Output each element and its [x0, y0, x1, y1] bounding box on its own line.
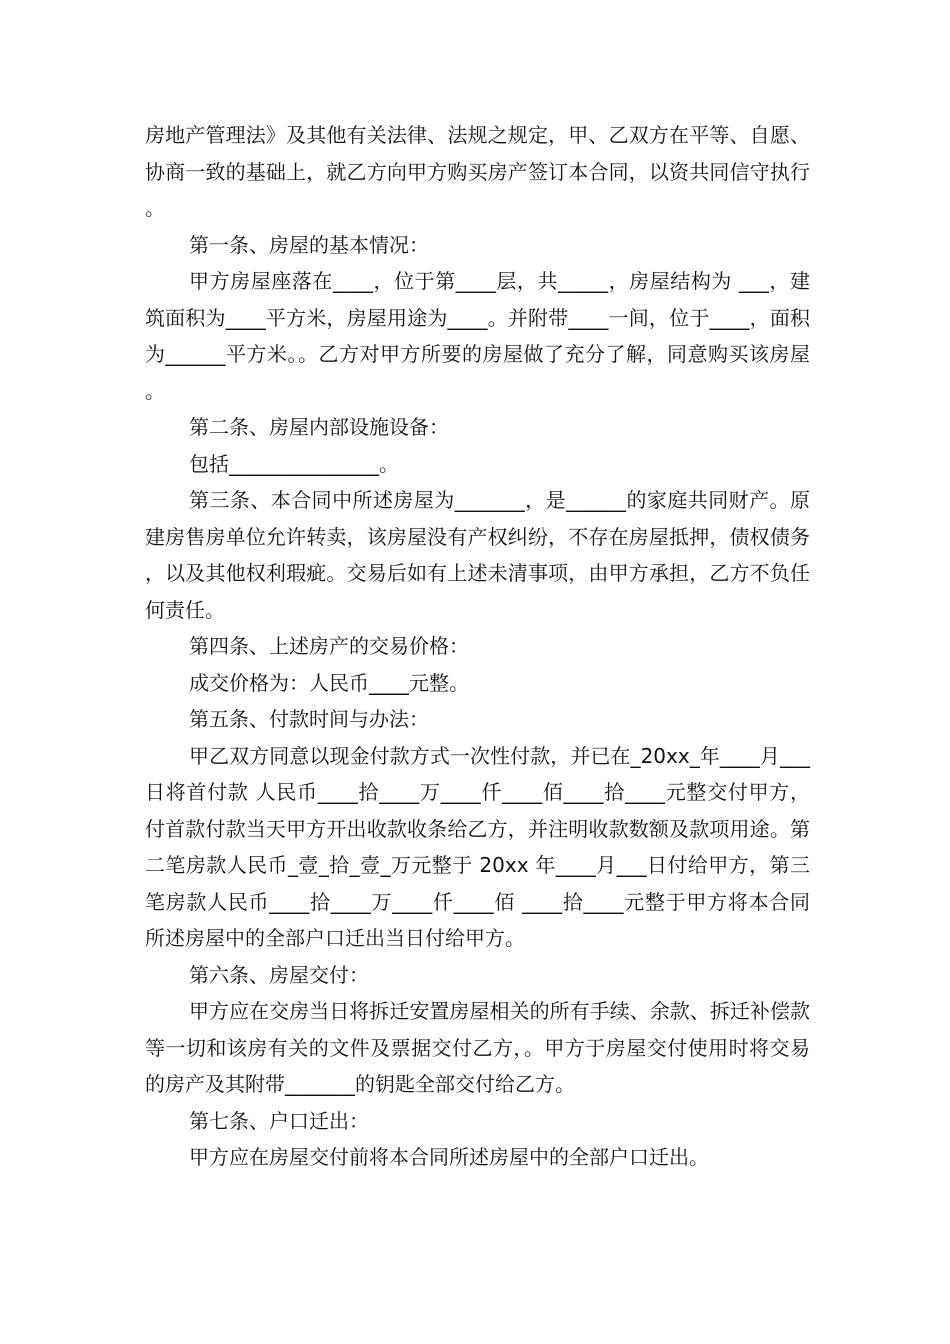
article-2-body: 包括_______________。: [189, 451, 399, 476]
article-5-heading: 第五条、付款时间与办法：: [189, 707, 429, 731]
article-3-body: 第三条、本合同中所述房屋为_______，是______的家庭共同财产。原建房售房单位允许转卖，该房屋没有产权纠纷，不存在房屋抵押，债权债务，以及其他权利瑕疵。交易后如有上述未清事项，由甲方承担，乙方不负任何责任。: [145, 488, 810, 622]
article-2-heading: 第二条、房屋内部设施设备：: [189, 415, 449, 439]
article-7-heading: 第七条、户口迁出：: [189, 1108, 369, 1133]
article-1-heading: 第一条、房屋的基本情况：: [189, 232, 429, 257]
article-7-body: 甲方应在房屋交付前将本合同所述房屋中的全部户口迁出。: [189, 1145, 709, 1169]
article-5-body: 甲乙双方同意以现金付款方式一次性付款，并已在_20xx_年____月___日将首付款 人民币____拾____万____仟____佰____拾____元整交付甲方，付首款付款当天甲方开出收款收条给乙方，并注明收款数额及款项用途。第二笔房款人民币_壹_拾_壹_万元整于 20xx 年____月___日付给甲方，第三笔房款人民币____拾____万____仟____佰 ____拾____元整于甲方将本合同所述房屋中的全部户口迁出当日付给甲方。: [145, 743, 810, 950]
article-6-heading: 第六条、房屋交付：: [189, 962, 369, 987]
article-6-body: 甲方应在交房当日将拆迁安置房屋相关的所有手续、余款、拆迁补偿款等一切和该房有关的文件及票据交付乙方，。甲方于房屋交付使用时将交易的房产及其附带_______的钥匙全部交付给乙方。: [145, 999, 810, 1096]
paragraph-preamble-continuation: 房地产管理法》及其他有关法律、法规之规定，甲、乙双方在平等、自愿、协商一致的基础上，就乙方向甲方购买房产签订本合同，以资共同信守执行。: [145, 123, 810, 220]
article-4-body: 成交价格为：人民币____元整。: [189, 670, 469, 695]
contract-body: [145, 117, 810, 1176]
article-4-heading: 第四条、上述房产的交易价格：: [189, 634, 469, 658]
article-1-body: 甲方房屋座落在____，位于第____层，共_____，房屋结构为 ___，建筑面积为____平方米，房屋用途为____。并附带____一间，位于____，面积为______平方米。。乙方对甲方所要的房屋做了充分了解，同意购买该房屋。: [145, 269, 810, 403]
